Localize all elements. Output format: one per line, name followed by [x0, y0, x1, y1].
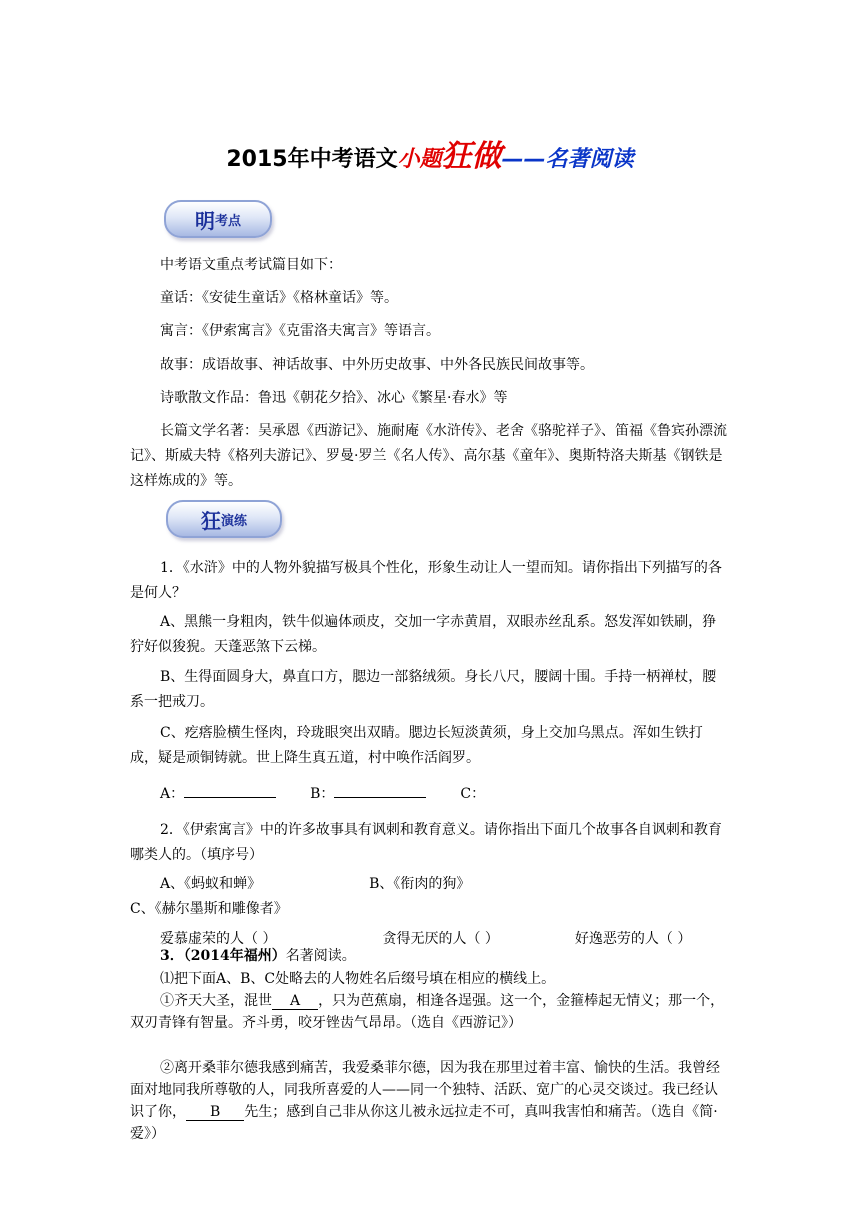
title-part-xiaoti: 小题 [397, 147, 442, 172]
q1-answer-b-label: B： [310, 786, 335, 802]
q1-answer-b-blank[interactable] [334, 781, 426, 798]
badge-kaodian-sub: 考点 [214, 213, 241, 229]
q2-fill-greedy: 贪得无厌的人（ ） [382, 931, 499, 947]
kaodian-yuyan: 寓言：《伊索寓言》《克雷洛夫寓言》等语言。 [160, 323, 440, 339]
q1-option-b: B、生得面圆身大，鼻直口方，腮边一部貉绒须。身长八尺，腰阔十围。手持一柄禅杖，腰系一把戒刀。 [130, 669, 717, 710]
page-title [0, 131, 860, 175]
q1-stem: 1．《水浒》中的人物外貌描写极具个性化，形象生动让人一望而知。请你指出下列描写的各是何人？ [130, 560, 722, 601]
q3-item2-fill: B [186, 1104, 244, 1121]
kaodian-changpian: 长篇文学名著：吴承恩《西游记》、施耐庵《水浒传》、老舍《骆驼祥子》、笛福《鲁宾孙漂流记》、斯威夫特《格列夫游记》、罗曼·罗兰《名人传》、高尔基《童年》、奥斯特洛夫斯基《钢铁是这样炼成的》等。 [130, 423, 727, 489]
q3-stem [160, 945, 760, 967]
q2-fill-lazy: 好逸恶劳的人（ ） [574, 931, 692, 947]
q3-source: （2014年福州） [183, 948, 286, 964]
q3-item2 [130, 1057, 730, 1145]
q1-option-c: C、疙瘩脸横生怪肉，玲珑眼突出双睛。腮边长短淡黄须，身上交加乌黑点。浑如生铁打成，疑是顽铜铸就。世上降生真五道，村中唤作活阎罗。 [130, 725, 703, 766]
q1-answer-c-label: C： [460, 786, 486, 802]
q3-item1-post: ，只为芭蕉扇，相逢各逞强。这一个，金箍棒起无情义；那一个，双刃青锋有智量。齐斗勇，咬牙锉齿气昂昂。（选自《西游记》） [130, 993, 725, 1031]
section-badge-yanlian [166, 500, 282, 538]
kaodian-intro: 中考语文重点考试篇目如下： [160, 257, 342, 273]
kaodian-gushi: 故事：成语故事、神话故事、中外历史故事、中外各民族民间故事等。 [160, 357, 594, 373]
q1-answer-a-label: A： [160, 786, 185, 802]
badge-yanlian-main: 狂 [200, 508, 221, 533]
q3-item1-pre: ①齐天大圣，混世 [160, 993, 272, 1009]
title-part-mingzhu: ——名著阅读 [501, 147, 634, 172]
kaodian-tonghua: 童话：《安徒生童话》《格林童话》等。 [160, 290, 398, 306]
q3-stem-text: 名著阅读。 [285, 948, 356, 964]
q3-number: 3． [160, 948, 184, 964]
q3-item1 [130, 990, 730, 1034]
kaodian-shige: 诗歌散文作品：鲁迅《朝花夕拾》、冰心《繁星·春水》等 [160, 390, 508, 406]
title-part-year: 2015年中考语文 [226, 147, 398, 172]
badge-yanlian-sub: 演练 [220, 513, 247, 529]
q1-answer-a-blank[interactable] [184, 781, 276, 798]
q2-option-a: A、《蚂蚁和蝉》 [160, 876, 262, 892]
q2-option-c: C、《赫尔墨斯和雕像者》 [130, 901, 288, 917]
q1-option-a: A、黑熊一身粗肉，铁牛似遍体顽皮，交加一字赤黄眉，双眼赤丝乱系。怒发浑如铁刷，狰狞好似狻猊。天蓬恶煞下云梯。 [130, 614, 717, 655]
section-badge-kaodian [164, 200, 272, 238]
q3-item2-pre: ②离开桑菲尔德我感到痛苦，我爱桑菲尔德，因为我在那里过着丰富、愉快的生活。我曾经面对地同我所尊敬的人，同我所喜爱的人——同一个独特、活跃、宽广的心灵交谈过。我已经认识了你， [130, 1060, 720, 1120]
q2-fill-vanity: 爱慕虚荣的人（ ） [160, 931, 277, 947]
q2-option-b: B、《衔肉的狗》 [369, 876, 471, 892]
badge-kaodian-main: 明 [194, 208, 215, 233]
q2-options [130, 872, 730, 922]
q3-sub1: ⑴把下面A、B、C处略去的人物姓名后缀号填在相应的横线上。 [160, 971, 556, 987]
q3-item2-post: 先生；感到自己非从你这儿被永远拉走不可，真叫我害怕和痛苦。（选自《简·爱》） [130, 1104, 718, 1142]
q1-answers [160, 781, 760, 806]
q2-stem: 2．《伊索寓言》中的许多故事具有讽刺和教育意义。请你指出下面几个故事各自讽刺和教育哪类人的。（填序号） [130, 822, 722, 863]
title-part-kuangzuo: 狂做 [441, 139, 502, 174]
q3-item1-fill: A [272, 993, 318, 1010]
